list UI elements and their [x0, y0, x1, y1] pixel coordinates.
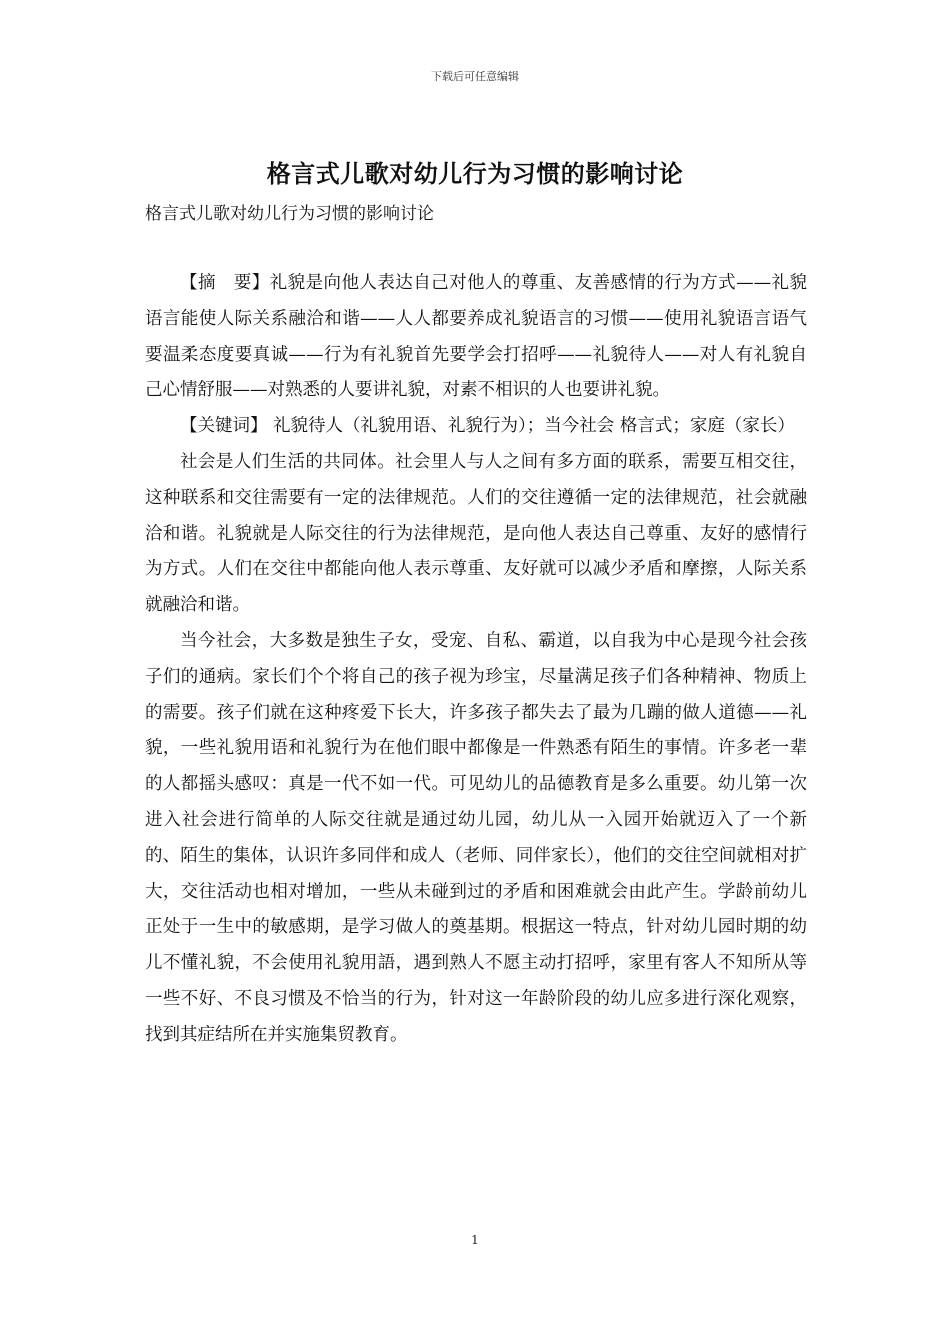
page-header-note: 下载后可任意编辑	[431, 70, 519, 83]
document-body	[145, 266, 807, 1054]
keywords-paragraph: 【关键词】 礼貌待人（礼貌用语、礼貌行为）；当今社会 格言式；家庭（家长）	[180, 416, 795, 437]
body-paragraph: 社会是人们生活的共同体。社会里人与人之间有多方面的联系，需要互相交往，这种联系和交往需要有一定的法律规范。人们的交往遵循一定的法律规范，社会就融洽和谐。礼貌就是人际交往的行为法律规范，是向他人表达自己尊重、友好的感情行为方式。人们在交往中都能向他人表示尊重、友好就可以减少矛盾和摩擦，人际关系就融洽和谐。	[145, 451, 807, 616]
page-number: 1	[471, 1233, 479, 1247]
abstract-paragraph: 【摘 要】礼貌是向他人表达自己对他人的尊重、友善感情的行为方式——礼貌语言能使人际关系融洽和谐——人人都要养成礼貌语言的习惯——使用礼貌语言语气要温柔态度要真诚——行为有礼貌首先要学会打招呼——礼貌待人——对人有礼貌自己心情舒服——对熟悉的人要讲礼貌，对素不相识的人也要讲礼貌。	[145, 273, 807, 401]
document-title: 格言式儿歌对幼儿行为习惯的影响讨论	[266, 159, 684, 188]
document-subtitle: 格言式儿歌对幼儿行为习惯的影响讨论	[145, 204, 434, 224]
body-paragraph: 当今社会，大多数是独生子女，受宠、自私、霸道，以自我为中心是现今社会孩子们的通病。家长们个个将自己的孩子视为珍宝，尽量满足孩子们各种精神、物质上的需要。孩子们就在这种疼爱下长大，许多孩子都失去了最为几蹦的做人道德——礼貌，一些礼貌用语和礼貌行为在他们眼中都像是一件熟悉有陌生的事情。许多老一辈的人都摇头感叹：真是一代不如一代。可见幼儿的品德教育是多么重要。幼儿第一次进入社会进行简单的人际交往就是通过幼儿园，幼儿从一入园开始就迈入了一个新的、陌生的集体，认识许多同伴和成人（老师、同伴家长），他们的交往空间就相对扩大，交往活动也相对增加，一些从未碰到过的矛盾和困难就会由此产生。学龄前幼儿正处于一生中的敏感期，是学习做人的奠基期。根据这一特点，针对幼儿园时期的幼儿不懂礼貌，不会使用礼貌用語，遇到熟人不愿主动打招呼，家里有客人不知所从等一些不好、不良习惯及不恰当的行为，针对这一年龄阶段的幼儿应多进行深化观察，找到其症结所在并实施集贸教育。	[145, 630, 807, 1045]
